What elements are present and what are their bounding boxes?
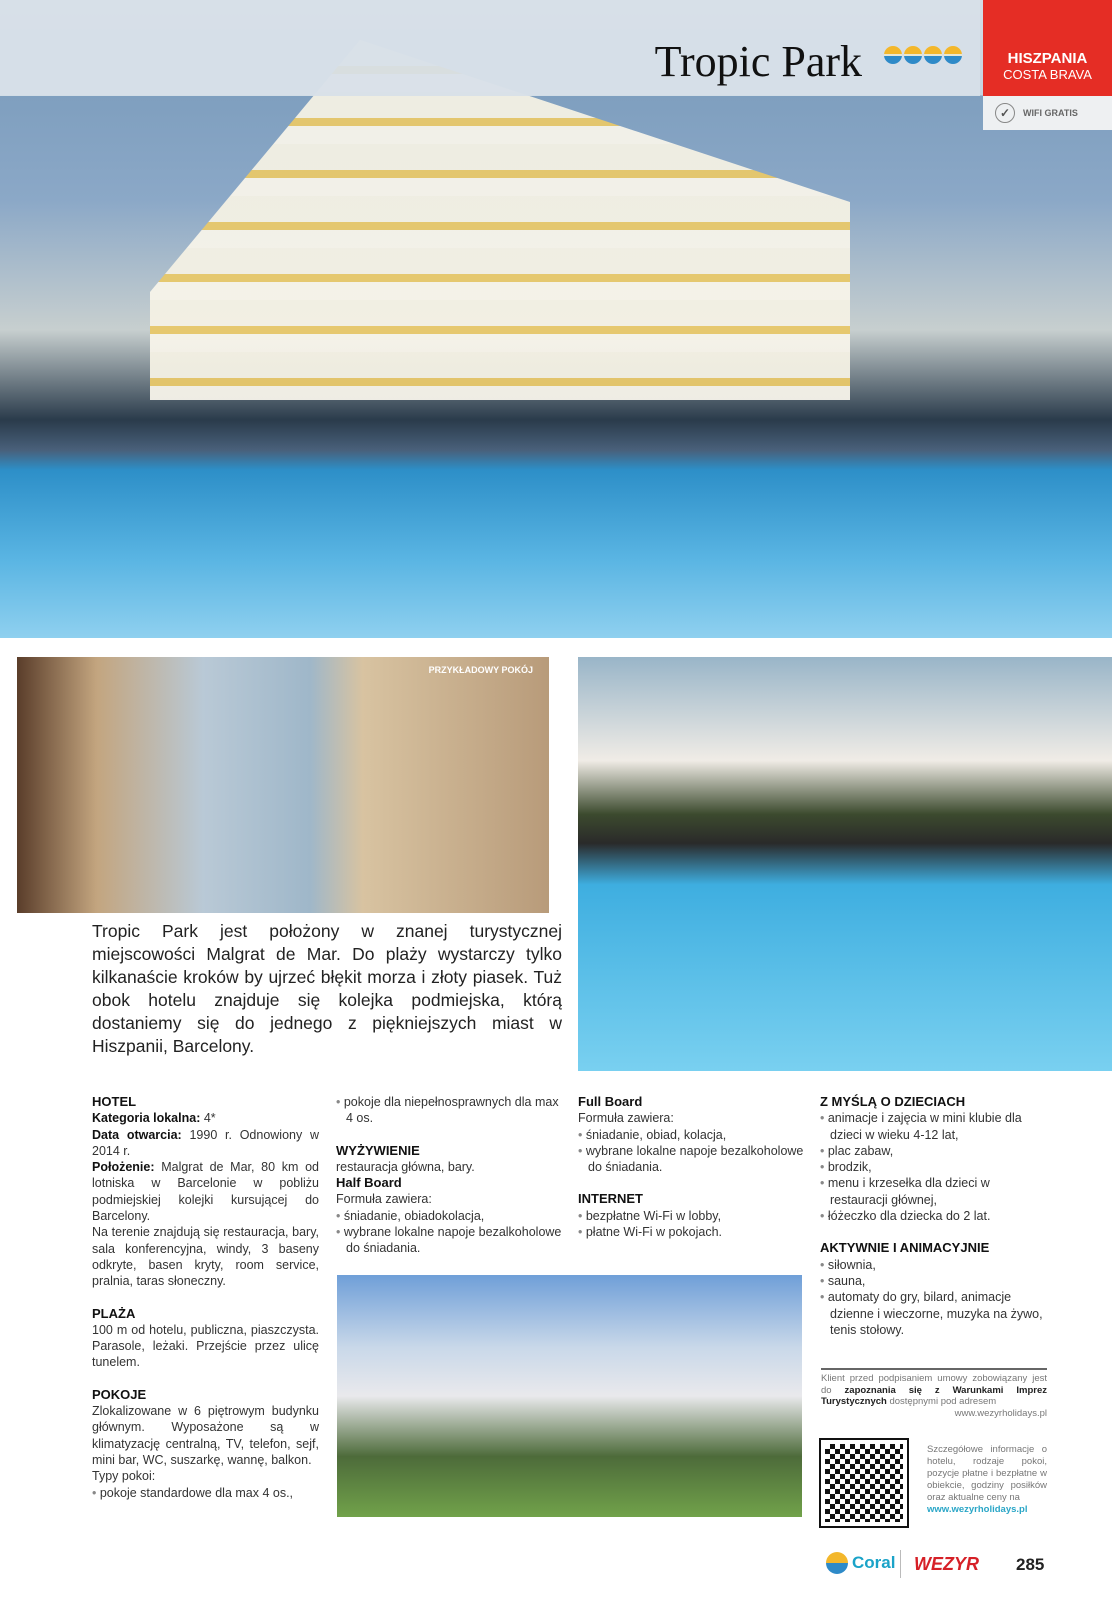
hotel-title: Tropic Park [654, 37, 862, 86]
star-icon [904, 46, 922, 64]
list-item: • bezpłatne Wi-Fi w lobby, [578, 1208, 805, 1224]
star-icon [944, 46, 962, 64]
list-item: • wybrane lokalne napoje bezalkoholowe do śniadania. [336, 1224, 563, 1257]
list-item: • łóżeczko dla dziecka do 2 lat. [820, 1208, 1048, 1224]
list-item: • brodzik, [820, 1159, 1048, 1175]
terms-notice [821, 1368, 1047, 1419]
destination-badge [983, 0, 1112, 96]
kids-heading: Z MYŚLĄ O DZIECIACH [820, 1094, 966, 1109]
intro-text: Tropic Park jest położony w znanej turystycznej miejscowości Malgrat de Mar. Do plaży wystarczy tylko kilkanaście kroków by ujrzeć błękit morza i złoty piasek. Tuż obok hotelu znajduje się kolejka podmiejska, którą dostaniemy się do jednego z piękniejszych miast w Hiszpanii, Barcelony. [92, 921, 562, 1056]
region: COSTA BRAVA [1003, 67, 1092, 82]
wifi-badge [983, 96, 1112, 130]
column-1 [92, 1094, 319, 1501]
full-board-intro: Formuła zawiera: [578, 1111, 674, 1126]
column-2 [336, 1094, 563, 1257]
wezyr-logo: WEZYR [914, 1554, 979, 1574]
active-heading: AKTYWNIE I ANIMACYJNIE [820, 1240, 990, 1256]
list-item: • sauna, [820, 1273, 1048, 1289]
beach-heading: PLAŻA [92, 1305, 136, 1321]
list-item: • animacje i zajęcia w mini klubie dla dzieci w wieku 4-12 lat, [820, 1110, 1048, 1143]
list-item: • menu i krzesełka dla dzieci w restauracji głównej, [820, 1175, 1048, 1208]
rooms-heading: POKOJE [92, 1386, 147, 1402]
list-item: • plac zabaw, [820, 1143, 1048, 1159]
hotel-heading: HOTEL [92, 1094, 137, 1109]
location: Malgrat de Mar, 80 km od lotniska w Barcelonie w pobliżu podmiejskiej kolejki kursującej do Barcelony. [92, 1160, 319, 1224]
notice-emphasis: zapoznania się z Warunkami Imprez Turystycznych [821, 1384, 1047, 1407]
food-text: restauracja główna, bary. [336, 1159, 475, 1174]
label: Położenie: [92, 1160, 155, 1175]
qr-code[interactable] [821, 1440, 907, 1526]
list-item: • śniadanie, obiadokolacja, [336, 1208, 563, 1224]
label: Kategoria lokalna: [92, 1111, 201, 1126]
check-icon: ✓ [995, 103, 1015, 123]
label: Data otwarcia: [92, 1127, 182, 1142]
list-item: • pokoje standardowe dla max 4 os., [92, 1485, 319, 1501]
notice-text: Klient przed podpisaniem umowy zobowiązany jest do [821, 1373, 1047, 1396]
column-3 [578, 1094, 805, 1240]
list-item: • siłownia, [820, 1257, 1048, 1273]
rooms-text: Zlokalizowane w 6 piętrowym budynku głównym. Wyposażone są w klimatyzację centralną, TV, telefon, sejf, mini bar, WC, suszarkę, wannę, balkon. [92, 1404, 319, 1467]
country: HISZPANIA [1007, 50, 1088, 67]
logo-ball-icon [826, 1552, 848, 1574]
list-item: • śniadanie, obiad, kolacja, [578, 1127, 805, 1143]
star-rating [884, 46, 962, 64]
details-note [927, 1444, 1047, 1516]
photo-caption: PRZYKŁADOWY POKÓJ [428, 665, 533, 675]
full-board-heading: Full Board [578, 1094, 643, 1109]
facilities: Na terenie znajdują się restauracja, bary, sala konferencyjna, windy, 3 baseny odkryte, basen kryty, room service, pralnia, taras słoneczny. [92, 1225, 319, 1289]
star-icon [884, 46, 902, 64]
divider [900, 1550, 901, 1578]
room-photo [17, 657, 549, 913]
details-text: Szczegółowe informacje o hotelu, rodzaje pokoi, pozycje płatne i bezpłatne w obiekcie, godziny posiłków oraz aktualne ceny na [927, 1444, 1047, 1503]
food-heading: WYŻYWIENIE [336, 1142, 420, 1158]
logo-text: Coral [852, 1553, 896, 1572]
list-item: • automaty do gry, bilard, animacje dzienne i wieczorne, muzyka na żywo, tenis stołowy. [820, 1289, 1048, 1338]
internet-heading: INTERNET [578, 1191, 643, 1207]
coral-travel-logo [826, 1552, 895, 1574]
hotel-exterior-photo [337, 1275, 802, 1517]
category: 4* [203, 1111, 216, 1126]
half-board-intro: Formuła zawiera: [336, 1192, 432, 1207]
room-types-label: Typy pokoi: [92, 1469, 156, 1484]
half-board-heading: Half Board [336, 1175, 402, 1191]
beach-text: 100 m od hotelu, publiczna, piaszczysta. Parasole, leżaki. Przejście przez ulicę tunelem. [92, 1322, 319, 1370]
opened: 1990 r. Odnowiony w 2014 r. [92, 1127, 319, 1158]
column-4 [820, 1094, 1048, 1338]
list-item: • płatne Wi-Fi w pokojach. [578, 1224, 805, 1240]
page-number: 285 [1016, 1555, 1045, 1574]
pool-photo [578, 657, 1112, 1071]
notice-text: dostępnymi pod adresem [889, 1396, 997, 1407]
terms-url[interactable]: www.wezyrholidays.pl [954, 1407, 1047, 1419]
list-item: • pokoje dla niepełnosprawnych dla max 4 os. [336, 1094, 563, 1127]
wifi-label: WIFI GRATIS [1023, 108, 1078, 118]
list-item: • wybrane lokalne napoje bezalkoholowe do śniadania. [578, 1143, 805, 1176]
details-url[interactable]: www.wezyrholidays.pl [927, 1504, 1028, 1515]
star-icon [924, 46, 942, 64]
